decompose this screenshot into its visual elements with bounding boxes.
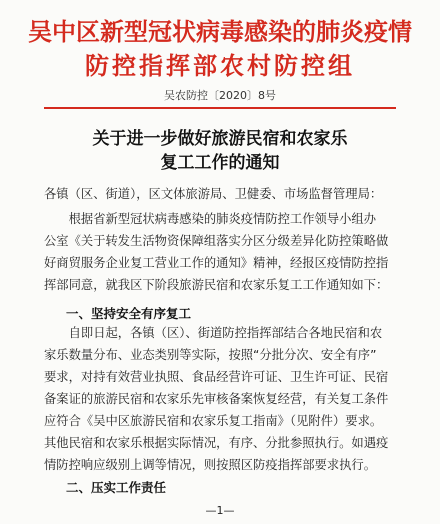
section-2-heading: 二、压实工作责任 bbox=[66, 480, 167, 495]
paragraph-1 bbox=[44, 208, 396, 296]
page-number: —1— bbox=[205, 504, 235, 517]
red-divider bbox=[44, 107, 396, 109]
paragraph-line: 要求，对持有效营业执照、食品经营许可证、卫生许可证、民宿 bbox=[44, 370, 389, 384]
paragraph-line: 应符合《吴中区旅游民宿和农家乐复工指南》（见附件）要求。 bbox=[44, 414, 383, 428]
issuer-title-line2: 防控指挥部农村防控组 bbox=[85, 51, 355, 80]
paragraph-2 bbox=[44, 322, 396, 476]
paragraph-line: 根据省新型冠状病毒感染的肺炎疫情防控工作领导小组办 bbox=[44, 212, 377, 226]
paragraph-line: 挥部同意，就我区下阶段旅游民宿和农家乐复工工作通知如下： bbox=[44, 278, 389, 292]
paragraph-line: 好商贸服务企业复工营业工作的通知》精神，经报区疫情防控指 bbox=[44, 256, 389, 270]
issuer-title-line1: 吴中区新型冠状病毒感染的肺炎疫情 bbox=[28, 17, 412, 46]
section-1-heading: 一、坚持安全有序复工 bbox=[66, 306, 192, 321]
salutation bbox=[44, 183, 396, 205]
paragraph-line: 家乐数量分布、业态类别等实际，按照“分批分次、安全有序” bbox=[44, 348, 377, 362]
paragraph-line: 其他民宿和农家乐根据实际情况，有序、分批参照执行。如遇疫 bbox=[44, 436, 389, 450]
paragraph-line: 自即日起，各镇（区）、街道防控指挥部结合各地民宿和农 bbox=[44, 326, 383, 340]
notice-title-line2: 复工工作的通知 bbox=[160, 153, 280, 173]
salutation-text: 各镇（区、街道），区文体旅游局、卫健委、市场监督管理局： bbox=[44, 187, 383, 201]
document-number: 吴农防控〔2020〕8号 bbox=[164, 89, 276, 102]
paragraph-line: 备案证的旅游民宿和农家乐先审核备案恢复经营，有关复工条件 bbox=[44, 392, 389, 406]
notice-title-line1: 关于进一步做好旅游民宿和农家乐 bbox=[92, 129, 348, 149]
paragraph-line: 公室《关于转发生活物资保障组落实分区分级差异化防控策略做 bbox=[44, 234, 389, 248]
paragraph-line: 情防控响应级别上调等情况，则按照区防疫指挥部要求执行。 bbox=[44, 458, 377, 472]
